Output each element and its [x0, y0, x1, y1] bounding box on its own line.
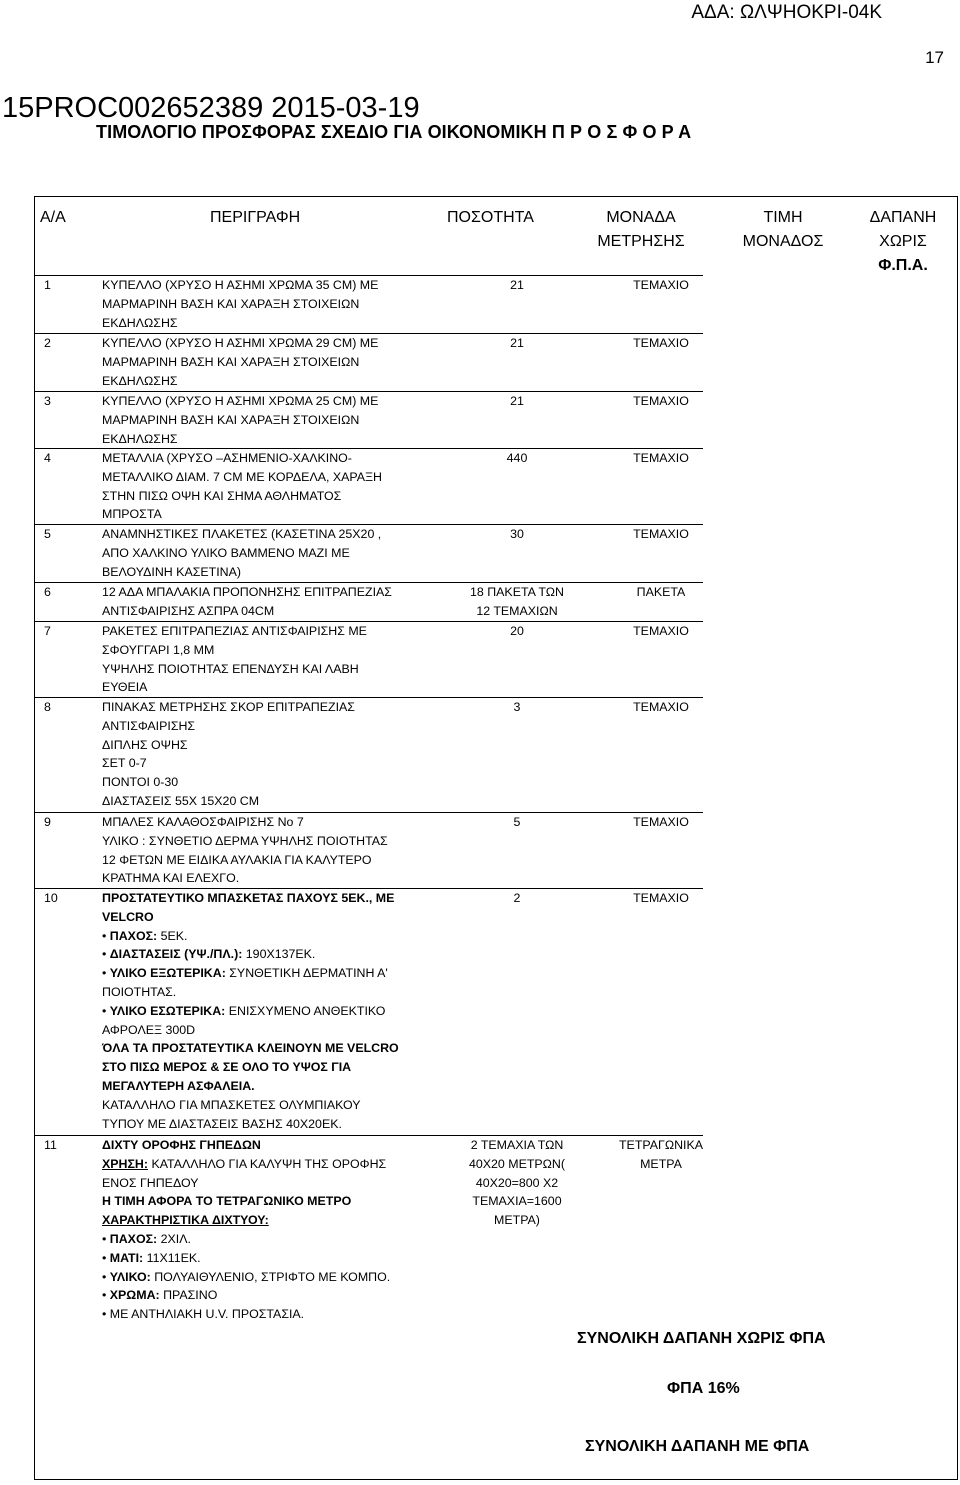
description-bold-text: Η ΤΙΜΗ ΑΦΟΡΑ ΤΟ ΤΕΤΡΑΓΩΝΙΚΟ ΜΕΤΡΟ [102, 1194, 352, 1209]
description-line [102, 1192, 351, 1211]
description-bold-text: ΥΛΙΚΟ: [109, 1269, 151, 1284]
quantity-value: 21 [510, 336, 524, 350]
unit-value: ΤΕΜΑΧΙΟ [633, 624, 689, 638]
description-line [102, 1174, 198, 1193]
description-text: ΣΥΝΘΕΤΙΚΗ ΔΕΡΜΑΤΙΝΗ Α' [225, 966, 388, 981]
description-line: ΕΚΔΗΛΩΣΗΣ [102, 373, 178, 388]
unit-value: ΤΕΜΑΧΙΟ [633, 336, 689, 350]
ada-code: ΑΔΑ: ΩΛΨΗΟΚΡΙ-04Κ [691, 2, 882, 23]
description-text: ΚΑΤΑΛΛΗΛΟ ΓΙΑ ΚΑΛΥΨΗ ΤΗΣ ΟΡΟΦΗΣ [148, 1156, 387, 1171]
description-text: ΜΕ ΑΝΤΗΛΙΑΚΗ U.V. ΠΡΟΣΤΑΣΙΑ. [109, 1307, 305, 1322]
description-line: ΚΥΠΕΛΛΟ (ΧΡΥΣΟ Η ΑΣΗΜΙ ΧΡΩΜΑ 35 CM) ΜΕ [102, 278, 379, 292]
description-text: ΠΟΙΟΤΗΤΑΣ. [102, 985, 177, 999]
description-line: ΜΠΡΟΣΤΑ [102, 507, 162, 522]
bullet-icon: • [102, 966, 110, 981]
quantity-value: 2 ΤΕΜΑΧΙΑ ΤΩΝ [470, 1138, 564, 1152]
description-line: ΡΑΚΕΤΕΣ ΕΠΙΤΡΑΠΕΖΙΑΣ ΑΝΤΙΣΦΑΙΡΙΣΗΣ ΜΕ [102, 624, 367, 638]
description-line [102, 1249, 201, 1268]
description-line: ΕΥΘΕΙΑ [102, 680, 148, 695]
bullet-icon: • [102, 1250, 110, 1265]
description-underlined-label: ΧΑΡΑΚΤΗΡΙΣΤΙΚΑ ΔΙΧΤΥΟΥ: [102, 1213, 269, 1228]
description-bold-text: ΜΑΤΙ: [109, 1250, 144, 1265]
unit-value: ΤΕΤΡΑΓΩΝΙΚΑ [618, 1138, 704, 1152]
quantity-value: 3 [513, 700, 521, 714]
row-number: 1 [44, 278, 51, 292]
header-quantity: ΠΟΣΟΤΗΤΑ [447, 209, 534, 226]
description-line: ΥΨΗΛΗΣ ΠΟΙΟΤΗΤΑΣ ΕΠΕΝΔΥΣΗ ΚΑΙ ΛΑΒΗ [102, 661, 359, 676]
description-line: ΚΥΠΕΛΛΟ (ΧΡΥΣΟ Η ΑΣΗΜΙ ΧΡΩΜΑ 25 CM) ΜΕ [102, 394, 379, 408]
bullet-icon: • [102, 1269, 110, 1284]
description-bold-text: ΧΡΩΜΑ: [109, 1288, 160, 1303]
description-line [102, 1305, 304, 1324]
description-line: ΑΝΑΜΝΗΣΤΙΚΕΣ ΠΛΑΚΕΤΕΣ (ΚΑΣΕΤΙΝΑ 25Χ20 , [102, 527, 382, 541]
description-line [102, 1286, 217, 1305]
description-line: ΑΠΟ ΧΑΛΚΙΝΟ ΥΛΙΚΟ ΒΑΜΜΕΝΟ ΜΑΖΙ ΜΕ [102, 545, 350, 560]
unit-value: ΤΕΜΑΧΙΟ [633, 700, 689, 714]
header-unit-line1: ΜΟΝΑΔΑ [606, 209, 676, 226]
proc-code: 15PROC002652389 2015-03-19 [2, 92, 420, 124]
description-line [102, 1211, 269, 1230]
description-line [102, 1077, 255, 1096]
header-cost-line2: ΧΩΡΙΣ [879, 233, 927, 250]
description-text: 11Χ11ΕΚ. [143, 1250, 201, 1265]
description-line: ΔΙΠΛΗΣ ΟΨΗΣ [102, 737, 188, 752]
description-line: ΜΑΡΜΑΡΙΝΗ ΒΑΣΗ ΚΑΙ ΧΑΡΑΞΗ ΣΤΟΙΧΕΙΩΝ [102, 412, 360, 427]
description-line: ΚΥΠΕΛΛΟ (ΧΡΥΣΟ Η ΑΣΗΜΙ ΧΡΩΜΑ 29 CM) ΜΕ [102, 336, 379, 350]
description-line: 12 ΑΔΑ ΜΠΑΛΑΚΙΑ ΠΡΟΠΟΝΗΣΗΣ ΕΠΙΤΡΑΠΕΖΙΑΣ [102, 585, 392, 599]
vat-label: ΦΠΑ 16% [667, 1380, 740, 1397]
description-bold-text: ΔΙΧΤΥ ΟΡΟΦΗΣ ΓΗΠΕΔΩΝ [102, 1138, 261, 1152]
description-line: ΔΙΑΣΤΑΣΕΙΣ 55Χ 15Χ20 CM [102, 794, 260, 808]
row-number: 2 [44, 336, 51, 350]
description-line: ΑΝΤΙΣΦΑΙΡΙΣΗΣ [102, 718, 196, 733]
description-line: ΑΝΤΙΣΦΑΙΡΙΣΗΣ ΑΣΠΡΑ 04CM [102, 603, 275, 618]
description-text: ΤΥΠΟΥ ΜΕ ΔΙΑΣΤΑΣΕΙΣ ΒΑΣΗΣ 40Χ20ΕΚ. [102, 1116, 342, 1131]
description-text: ΑΦΡΟΛΕΞ 300D [102, 1022, 196, 1037]
description-text: 2ΧΙΛ. [157, 1232, 191, 1246]
description-line: ΜΕΤΑΛΛΙΑ (ΧΡΥΣΟ –ΑΣΗΜΕΝΙΟ-ΧΑΛΚΙΝΟ- [102, 451, 352, 465]
description-bold-text: ΠΑΧΟΣ: [109, 928, 158, 943]
description-line: ΚΡΑΤΗΜΑ ΚΑΙ ΕΛΕΧΓΟ. [102, 871, 240, 886]
quantity-value: 5 [513, 815, 521, 829]
description-text: 190Χ137ΕΚ. [242, 947, 316, 962]
description-text: ΕΝΙΣΧΥΜΕΝΟ ΑΝΘΕΚΤΙΚΟ [225, 1003, 386, 1018]
quantity-value: 30 [510, 527, 524, 541]
description-line: ΠΟΝΤΟΙ 0-30 [102, 775, 179, 790]
unit-value: ΜΕΤΡΑ [640, 1156, 682, 1171]
quantity-value: 20 [510, 624, 524, 638]
description-line [102, 1155, 386, 1174]
row-number: 9 [44, 815, 51, 829]
total-without-vat-label: ΣΥΝΟΛΙΚΗ ΔΑΠΑΝΗ ΧΩΡΙΣ ΦΠΑ [577, 1330, 826, 1347]
document-title: ΤΙΜΟΛΟΓΙΟ ΠΡΟΣΦΟΡΑΣ ΣΧΕΔΙΟ ΓΙΑ ΟΙΚΟΝΟΜΙΚΗ Π Ρ Ο Σ Φ Ο Ρ Α [96, 122, 692, 142]
quantity-value: ΜΕΤΡΑ) [494, 1213, 540, 1228]
row-number: 11 [44, 1138, 57, 1152]
description-text: ΕΝΟΣ ΓΗΠΕΔΟΥ [102, 1175, 199, 1190]
bullet-icon: • [102, 947, 110, 962]
row-number: 7 [44, 624, 51, 638]
description-bold-text: ΠΑΧΟΣ: [109, 1232, 158, 1246]
description-underlined-label: ΧΡΗΣΗ: [102, 1156, 148, 1171]
description-line [102, 964, 388, 983]
description-line: ΕΚΔΗΛΩΣΗΣ [102, 315, 178, 330]
description-line: ΜΑΡΜΑΡΙΝΗ ΒΑΣΗ ΚΑΙ ΧΑΡΑΞΗ ΣΤΟΙΧΕΙΩΝ [102, 354, 360, 369]
row-number: 4 [44, 451, 51, 465]
row-number: 5 [44, 527, 51, 541]
bullet-icon: • [102, 1003, 110, 1018]
header-price-line2: ΜΟΝΑΔΟΣ [742, 233, 824, 250]
description-bold-text: ΌΛΑ ΤΑ ΠΡΟΣΤΑΤΕΥΤΙΚΑ ΚΛΕΙΝΟΥΝ ΜΕ VELCRO [102, 1041, 399, 1056]
row-number: 3 [44, 394, 51, 408]
description-line [102, 945, 315, 964]
description-line [102, 983, 176, 1002]
unit-value: ΤΕΜΑΧΙΟ [633, 278, 689, 292]
description-line: ΜΑΡΜΑΡΙΝΗ ΒΑΣΗ ΚΑΙ ΧΑΡΑΞΗ ΣΤΟΙΧΕΙΩΝ [102, 296, 360, 311]
description-line: ΠΙΝΑΚΑΣ ΜΕΤΡΗΣΗΣ ΣΚΟΡ ΕΠΙΤΡΑΠΕΖΙΑΣ [102, 700, 355, 714]
description-line [102, 927, 187, 946]
description-bold-text: ΥΛΙΚΟ ΕΣΩΤΕΡΙΚΑ: [109, 1003, 226, 1018]
unit-value: ΤΕΜΑΧΙΟ [633, 527, 689, 541]
quantity-value: 2 [513, 891, 521, 905]
description-bold-text: ΣΤΟ ΠΙΣΩ ΜΕΡΟΣ & ΣΕ ΟΛΟ ΤΟ ΥΨΟΣ ΓΙΑ [102, 1060, 352, 1075]
description-line: ΜΕΤΑΛΛΙΚΟ ΔΙΑΜ. 7 CM ΜΕ ΚΟΡΔΕΛΑ, ΧΑΡΑΞΗ [102, 469, 383, 484]
unit-value: ΤΕΜΑΧΙΟ [633, 451, 689, 465]
description-line [102, 1136, 261, 1155]
description-line [102, 1002, 385, 1021]
description-text: ΠΡΑΣΙΝΟ [159, 1288, 218, 1303]
unit-value: ΤΕΜΑΧΙΟ [633, 815, 689, 829]
description-line: ΕΚΔΗΛΩΣΗΣ [102, 431, 178, 446]
quantity-value: 21 [510, 278, 524, 292]
description-line [102, 1268, 390, 1287]
description-line [102, 1039, 399, 1058]
bullet-icon: • [102, 1232, 110, 1246]
description-line: ΣΕΤ 0-7 [102, 756, 147, 771]
description-line [102, 1058, 351, 1077]
unit-value: ΤΕΜΑΧΙΟ [633, 891, 689, 905]
description-bold-text: VELCRO [102, 909, 154, 924]
description-bold-text: ΜΕΓΑΛΥΤΕΡΗ ΑΣΦΑΛΕΙΑ. [102, 1079, 255, 1093]
header-unit-line2: ΜΕΤΡΗΣΗΣ [597, 233, 685, 250]
description-line: ΒΕΛΟΥΔΙΝΗ ΚΑΣΕΤΙΝΑ) [102, 564, 241, 579]
description-text: 5ΕΚ. [157, 928, 188, 943]
header-aa: Α/Α [40, 209, 66, 226]
page-number: 17 [925, 48, 944, 67]
description-line [102, 1230, 191, 1249]
quantity-value: 21 [510, 394, 524, 408]
unit-value: ΠΑΚΕΤΑ [636, 585, 686, 599]
description-bold-text: ΔΙΑΣΤΑΣΕΙΣ (ΥΨ./ΠΛ.): [109, 947, 243, 962]
description-bold-text: ΠΡΟΣΤΑΤΕΥΤΙΚΟ ΜΠΑΣΚΕΤΑΣ ΠΑΧΟΥΣ 5ΕΚ., ΜΕ [102, 891, 395, 905]
row-number: 6 [44, 585, 51, 599]
bullet-icon: • [102, 1288, 110, 1303]
quantity-value: 440 [506, 451, 528, 465]
bullet-icon: • [102, 1307, 110, 1322]
row-number: 10 [44, 891, 58, 905]
quantity-value: 40Χ20=800 Χ2 [475, 1175, 559, 1190]
quantity-value: 12 ΤΕΜΑΧΙΩΝ [476, 603, 558, 618]
header-cost-line3: Φ.Π.Α. [878, 257, 928, 274]
description-text: ΚΑΤΑΛΛΗΛΟ ΓΙΑ ΜΠΑΣΚΕΤΕΣ ΟΛΥΜΠΙΑΚΟΥ [102, 1097, 361, 1112]
header-cost-line1: ΔΑΠΑΝΗ [869, 209, 937, 226]
unit-value: ΤΕΜΑΧΙΟ [633, 394, 689, 408]
header-description: ΠΕΡΙΓΡΑΦΗ [210, 209, 301, 226]
description-line [102, 889, 394, 908]
description-text: ΠΟΛΥΑΙΘΥΛΕΝΙΟ, ΣΤΡΙΦΤΟ ΜΕ ΚΟΜΠΟ. [150, 1269, 391, 1284]
row-number: 8 [44, 700, 51, 714]
description-line [102, 1021, 195, 1040]
bullet-icon: • [102, 928, 110, 943]
description-line [102, 908, 154, 927]
description-line: ΣΤΗΝ ΠΙΣΩ ΟΨΗ ΚΑΙ ΣΗΜΑ ΑΘΛΗΜΑΤΟΣ [102, 488, 342, 503]
description-line: ΥΛΙΚΟ : ΣΥΝΘΕΤΙΟ ΔΕΡΜΑ ΥΨΗΛΗΣ ΠΟΙΟΤΗΤΑΣ [102, 833, 388, 848]
quantity-value: 40Χ20 ΜΕΤΡΩΝ( [468, 1156, 566, 1171]
description-line: ΣΦΟΥΓΓΑΡΙ 1,8 ΜΜ [102, 642, 215, 657]
total-with-vat-label: ΣΥΝΟΛΙΚΗ ΔΑΠΑΝΗ ΜΕ ΦΠΑ [585, 1438, 810, 1455]
description-line: 12 ΦΕΤΩΝ ΜΕ ΕΙΔΙΚΑ ΑΥΛΑΚΙΑ ΓΙΑ ΚΑΛΥΤΕΡΟ [102, 852, 372, 867]
description-line [102, 1115, 342, 1134]
description-line: ΜΠΑΛΕΣ ΚΑΛΑΘΟΣΦΑΙΡΙΣΗΣ Νο 7 [102, 815, 304, 829]
header-price-line1: ΤΙΜΗ [763, 209, 803, 226]
quantity-value: ΤΕΜΑΧΙΑ=1600 [472, 1194, 562, 1209]
quantity-value: 18 ΠΑΚΕΤΑ ΤΩΝ [470, 585, 564, 599]
description-line [102, 1096, 360, 1115]
description-bold-text: ΥΛΙΚΟ ΕΞΩΤΕΡΙΚΑ: [109, 966, 226, 981]
